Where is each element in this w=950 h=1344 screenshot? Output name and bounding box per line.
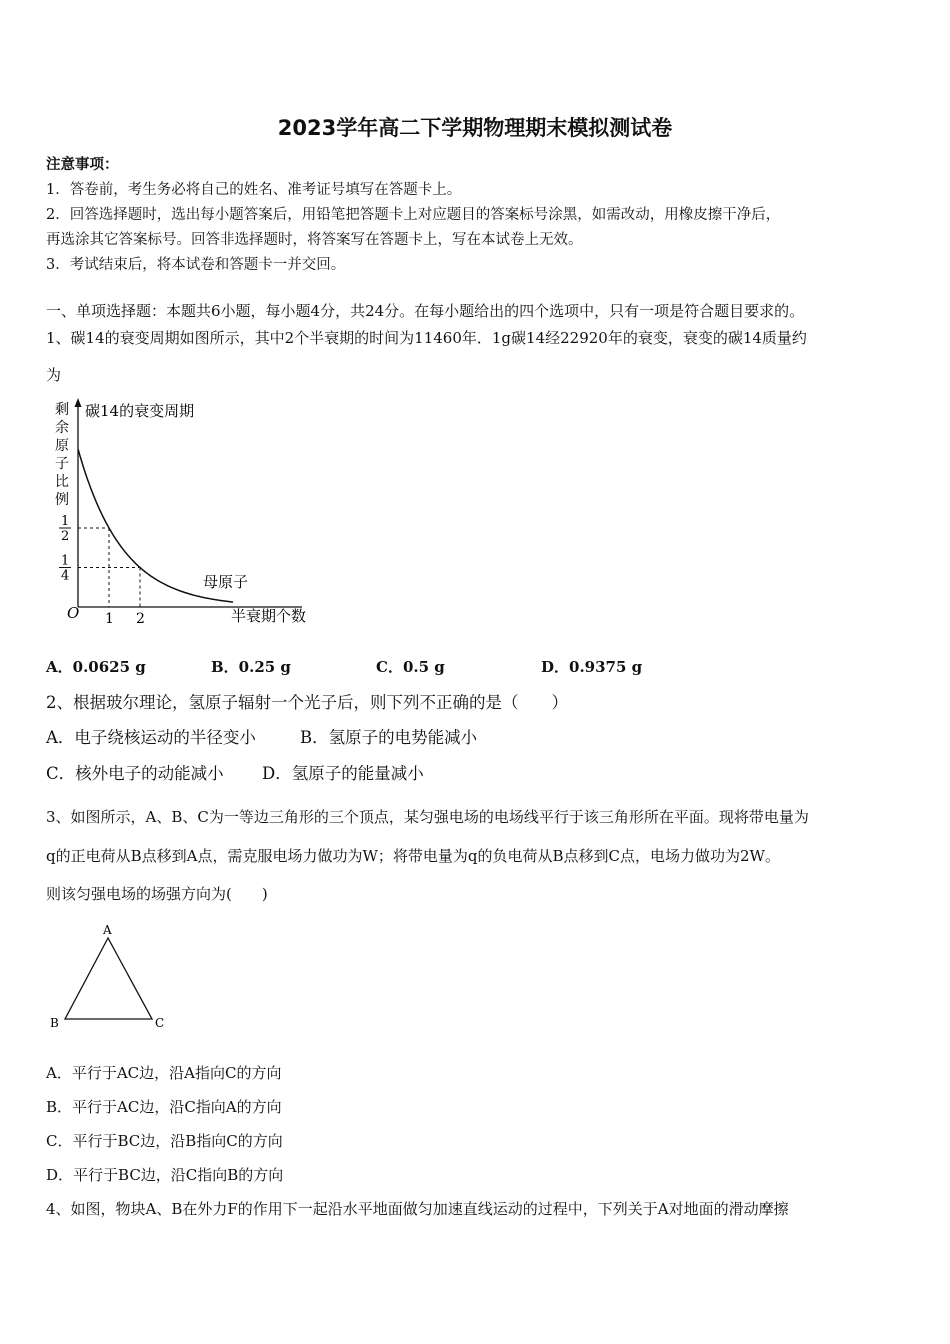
q1-option-d[interactable]: D．0.9375 g: [541, 658, 643, 676]
y-axis-label-char: 原: [55, 438, 69, 454]
y-axis-label: [55, 402, 69, 508]
decay-chart: [40, 392, 340, 632]
equilateral-triangle: [65, 938, 152, 1019]
chart-title: 碳14的衰变周期: [85, 402, 195, 420]
q1-stem-line2: 为: [46, 366, 62, 384]
q1-option-c[interactable]: C．0.5 g: [376, 658, 445, 676]
notice-item: 2．回答选择题时，选出每小题答案后，用铅笔把答题卡上对应题目的答案标号涂黑，如需改动，用橡皮擦干净后，: [46, 207, 781, 223]
y-axis-label-char: 余: [55, 420, 69, 436]
triangle-figure: [44, 918, 184, 1038]
q1-stem-line1: 1、碳14的衰变周期如图所示，其中2个半衰期的时间为11460年．1g碳14经22920年的衰变，衰变的碳14质量约: [46, 329, 807, 347]
curve-label: 母原子: [203, 573, 249, 591]
y-tick-numerator: 1: [61, 553, 70, 569]
q3-option-c[interactable]: C．平行于BC边，沿B指向C的方向: [46, 1132, 283, 1150]
notice-item: 1．答卷前，考生务必将自己的姓名、准考证号填写在答题卡上。: [46, 182, 462, 198]
q3-option-b[interactable]: B．平行于AC边，沿C指向A的方向: [46, 1098, 282, 1116]
q1-option-a[interactable]: A．0.0625 g: [46, 658, 146, 676]
q2-option-a[interactable]: A．电子绕核运动的半径变小: [46, 728, 256, 747]
x-tick-label: 2: [136, 611, 145, 627]
q3-stem-line3: 则该匀强电场的场强方向为( ): [46, 885, 268, 903]
x-tick-label: 1: [105, 611, 114, 627]
q2-option-d[interactable]: D．氢原子的能量减小: [262, 764, 424, 783]
x-axis-label: 半衰期个数: [231, 607, 307, 625]
vertex-label-b: B: [50, 1016, 59, 1030]
y-tick-numerator: 1: [61, 514, 70, 529]
q2-stem: 2、根据玻尔理论，氢原子辐射一个光子后，则下列不正确的是（ ）: [46, 693, 568, 712]
y-axis-label-char: 比: [55, 474, 69, 490]
q3-option-d[interactable]: D．平行于BC边，沿C指向B的方向: [46, 1166, 284, 1184]
notice-item: 再选涂其它答案标号。回答非选择题时，将答案写在答题卡上，写在本试卷上无效。: [46, 232, 583, 248]
notice-item: 3．考试结束后，将本试卷和答题卡一并交回。: [46, 257, 346, 273]
vertex-label-a: A: [103, 923, 112, 937]
q3-stem-line1: 3、如图所示，A、B、C为一等边三角形的三个顶点，某匀强电场的电场线平行于该三角形所在平面。现将带电量为: [46, 808, 809, 826]
q3-option-a[interactable]: A．平行于AC边，沿A指向C的方向: [46, 1064, 282, 1082]
vertex-label-c: C: [155, 1016, 165, 1030]
q2-option-c[interactable]: C．核外电子的动能减小: [46, 764, 224, 783]
y-axis-label-char: 子: [55, 456, 69, 472]
y-axis-arrow: [75, 398, 82, 407]
section-heading: 一、单项选择题：本题共6小题，每小题4分，共24分。在每小题给出的四个选项中，只有一项是符合题目要求的。: [46, 302, 805, 320]
q2-option-b[interactable]: B．氢原子的电势能减小: [300, 728, 478, 747]
y-tick-denominator: 2: [61, 529, 70, 544]
origin-label: O: [67, 604, 80, 622]
y-axis-label-char: 例: [55, 492, 69, 508]
notice-heading: 注意事项：: [46, 156, 119, 173]
y-axis-label-char: 剩: [55, 402, 69, 418]
q1-option-b[interactable]: B．0.25 g: [211, 658, 291, 676]
y-tick-denominator: 4: [61, 568, 70, 584]
page-title: 2023学年高二下学期物理期末模拟测试卷: [277, 116, 673, 140]
q3-stem-line2: q的正电荷从B点移到A点，需克服电场力做功为W；将带电量为q的负电荷从B点移到C点，电场力做功为2W。: [46, 847, 780, 865]
q4-stem-line1: 4、如图，物块A、B在外力F的作用下一起沿水平地面做匀加速直线运动的过程中，下列关于A对地面的滑动摩擦: [46, 1200, 789, 1218]
